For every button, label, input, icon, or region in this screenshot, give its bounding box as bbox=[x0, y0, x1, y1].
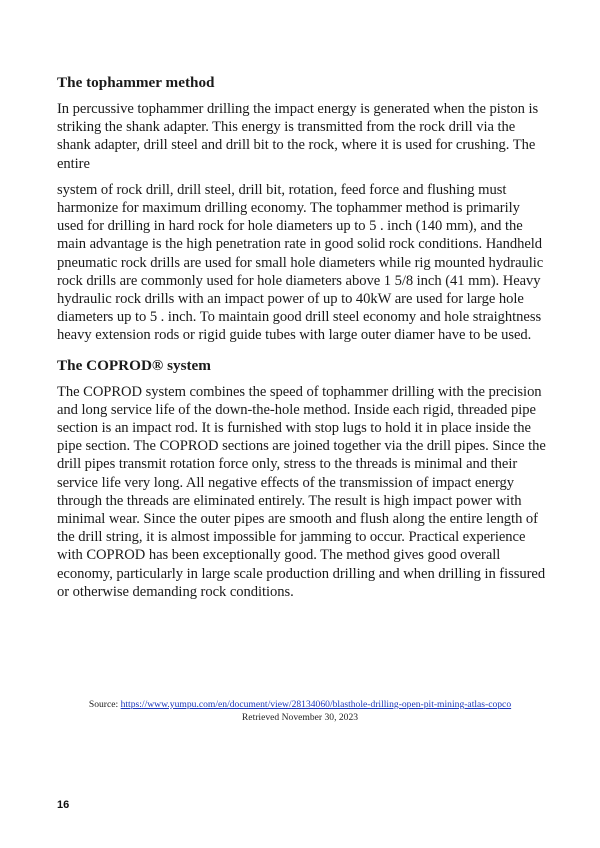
page-number: 16 bbox=[57, 799, 70, 811]
section-heading-tophammer: The tophammer method bbox=[57, 74, 215, 91]
paragraph-tophammer-2: system of rock drill, drill steel, drill bit, rotation, feed force and flushing must harmonize for maximum drilling economy. The tophammer method is primarily used for drilling in hard rock for hole diameters up to 5 . inch (140 mm), and the main advantage is the high penetration rate in good solid rock conditions. Handheld pneumatic rock drills are used for small hole diameters while rig mounted hydraulic rock drills are commonly used for hole diameters above 1 5/8 inch (41 mm). Heavy hydraulic rock drills with an impact power of up to 40kW are used for large hole diameters up to 5 . inch. To maintain good drill steel economy and hole straightness heavy extension rods or rigid guide tubes with large outer diamer have to be used. bbox=[57, 181, 544, 344]
section-heading-coprod: The COPROD® system bbox=[57, 356, 211, 374]
source-citation bbox=[0, 698, 600, 724]
source-link[interactable]: https://www.yumpu.com/en/document/view/28134060/blasthole-drilling-open-pit-mining-atlas-copco bbox=[120, 699, 512, 710]
retrieved-date: Retrieved November 30, 2023 bbox=[241, 712, 359, 723]
source-label: Source: bbox=[88, 699, 121, 710]
paragraph-coprod-1: The COPROD system combines the speed of tophammer drilling with the precision and long service life of the down-the-hole method. Inside each rigid, threaded pipe section is an impact rod. It is furnished with stop lugs to hold it in place inside the pipe section. The COPROD sections are joined together via the drill pipes. Since the drill pipes transmit rotation force only, stress to the threads is minimal and their service life very long. All negative effects of the transmission of impact energy through the threads are eliminated entirely. The result is high impact power with minimal wear. Since the outer pipes are smooth and flush along the entire length of the drill string, it is almost impossible for jamming to occur. Practical experience with COPROD has been exceptionally good. The method gives good overall economy, particularly in large scale production drilling and when drilling in fissured or otherwise demanding rock conditions. bbox=[57, 383, 546, 600]
paragraph-tophammer-1: In percussive tophammer drilling the impact energy is generated when the piston is striking the shank adapter. This energy is transmitted from the rock drill via the shank adapter, drill steel and drill bit to the rock, where it is used for crushing. The entire bbox=[57, 101, 539, 172]
document-body bbox=[57, 74, 547, 609]
